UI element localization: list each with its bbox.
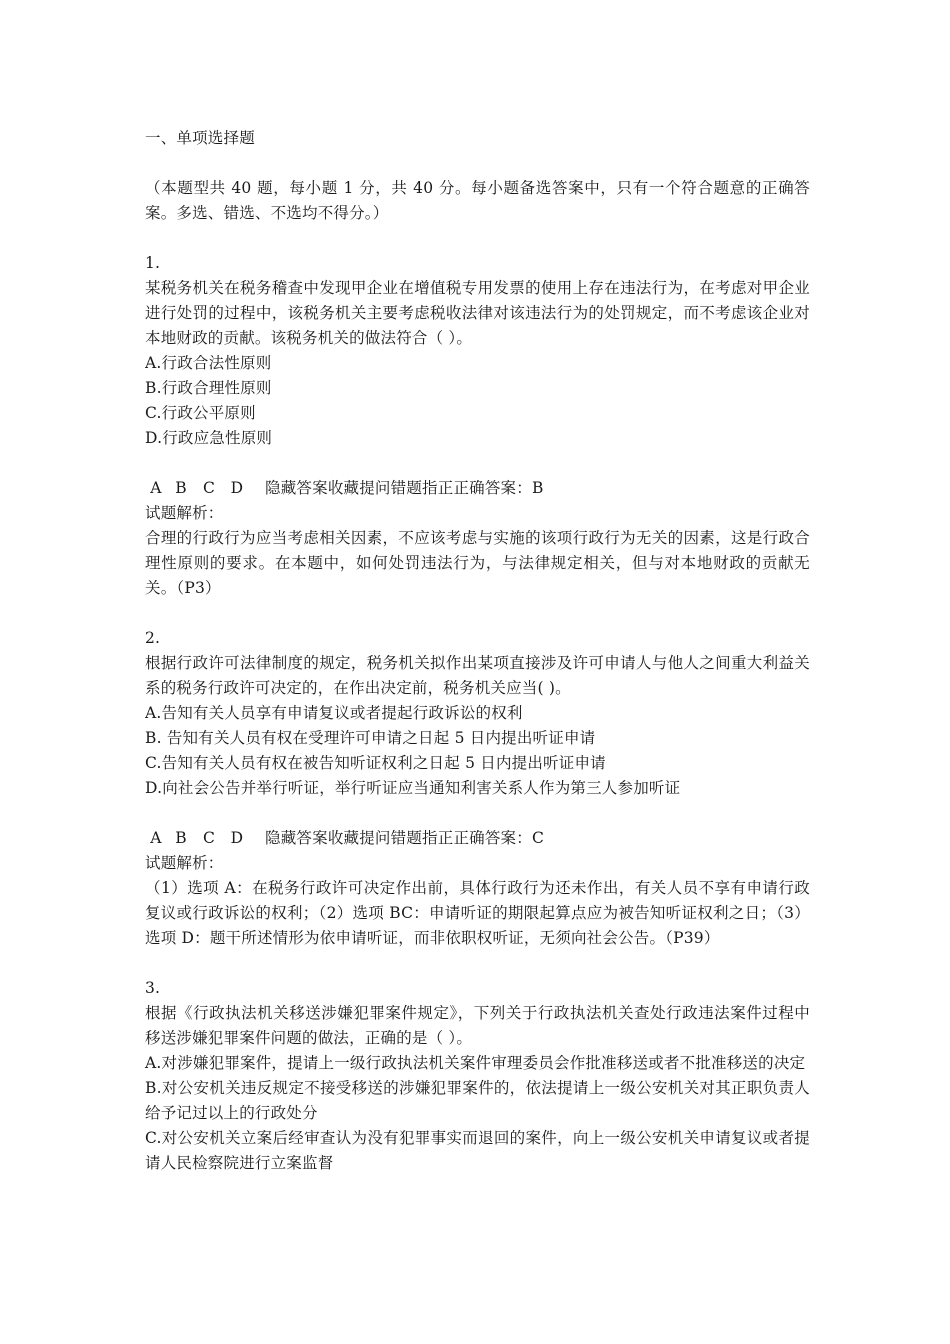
question-stem: 根据《行政执法机关移送涉嫌犯罪案件规定》，下列关于行政执法机关查处行政违法案件过程中移送涉嫌犯罪案件问题的做法，正确的是（ ）。 <box>145 1004 810 1047</box>
correct-answer-label: 正确答案： <box>453 829 532 847</box>
report-error-link[interactable]: 错题指正 <box>390 479 454 497</box>
correct-answer-value: C <box>531 829 545 847</box>
option-d: D.行政应急性原则 <box>145 429 273 447</box>
analysis-text: （1）选项 A：在税务行政许可决定作出前，具体行政行为还未作出，有关人员不享有申请行政复议或行政诉讼的权利；（2）选项 BC：申请听证的期限起算点应为被告知听证权利之日；（3）选项 D：题干所述情形为依申请听证，而非依职权听证，无须向社会公告。（P39） <box>145 879 810 947</box>
question-number: 3. <box>145 979 161 997</box>
question-1 <box>145 251 810 626</box>
document-page <box>145 126 810 1176</box>
option-a: A.对涉嫌犯罪案件，提请上一级行政执法机关案件审理委员会作批准移送或者不批准移送的决定 <box>145 1054 806 1072</box>
select-d-button[interactable]: D <box>230 479 244 497</box>
question-stem: 某税务机关在税务稽查中发现甲企业在增值税专用发票的使用上存在违法行为，在考虑对甲企业进行处罚的过程中，该税务机关主要考虑税收法律对该违法行为的处罚规定，而不考虑该企业对本地财政的贡献。该税务机关的做法符合（ ）。 <box>145 279 810 347</box>
question-2 <box>145 626 810 976</box>
answer-toolbar <box>145 826 810 851</box>
question-number: 1. <box>145 254 161 272</box>
hide-answer-link[interactable]: 隐藏答案 <box>265 479 328 497</box>
option-c: C.对公安机关立案后经审查认为没有犯罪事实而退回的案件，向上一级公安机关申请复议或者提请人民检察院进行立案监督 <box>145 1129 810 1172</box>
ask-link[interactable]: 提问 <box>359 479 391 497</box>
correct-answer-value: B <box>531 479 544 497</box>
option-d: D.向社会公告并举行听证，举行听证应当通知利害关系人作为第三人参加听证 <box>145 779 681 797</box>
section-title: 一、单项选择题 <box>145 129 255 147</box>
question-stem: 根据行政许可法律制度的规定，税务机关拟作出某项直接涉及许可申请人与他人之间重大利益关系的税务行政许可决定的，在作出决定前，税务机关应当( )。 <box>145 654 810 697</box>
favorite-link[interactable]: 收藏 <box>327 829 360 847</box>
option-a: A.行政合法性原则 <box>145 354 272 372</box>
select-c-button[interactable]: C <box>202 829 216 847</box>
analysis-label: 试题解析： <box>145 504 224 522</box>
report-error-link[interactable]: 错题指正 <box>390 829 454 847</box>
option-a: A.告知有关人员享有申请复议或者提起行政诉讼的权利 <box>145 704 523 722</box>
select-b-button[interactable]: B <box>175 479 187 497</box>
option-b: B. 告知有关人员有权在受理许可申请之日起 5 日内提出听证申请 <box>145 729 596 747</box>
option-c: C.行政公平原则 <box>145 404 256 422</box>
option-b: B.行政合理性原则 <box>145 379 272 397</box>
hide-answer-link[interactable]: 隐藏答案 <box>265 829 328 847</box>
instructions: （本题型共 40 题，每小题 1 分，共 40 分。每小题备选答案中，只有一个符合题意的正确答案。多选、错选、不选均不得分。） <box>145 179 810 222</box>
option-c: C.告知有关人员有权在被告知听证权利之日起 5 日内提出听证申请 <box>145 754 606 772</box>
correct-answer-label: 正确答案： <box>453 479 532 497</box>
select-d-button[interactable]: D <box>230 829 244 847</box>
option-b: B.对公安机关违反规定不接受移送的涉嫌犯罪案件的，依法提请上一级公安机关对其正职负责人给予记过以上的行政处分 <box>145 1079 810 1122</box>
analysis-text: 合理的行政行为应当考虑相关因素，不应该考虑与实施的该项行政行为无关的因素，这是行政合理性原则的要求。在本题中，如何处罚违法行为，与法律规定相关，但与对本地财政的贡献无关。（P3） <box>145 529 810 597</box>
select-c-button[interactable]: C <box>202 479 216 497</box>
analysis-label: 试题解析： <box>145 854 224 872</box>
ask-link[interactable]: 提问 <box>359 829 391 847</box>
select-a-button[interactable]: A <box>150 479 162 497</box>
question-number: 2. <box>145 629 161 647</box>
select-b-button[interactable]: B <box>175 829 187 847</box>
favorite-link[interactable]: 收藏 <box>327 479 360 497</box>
question-3 <box>145 976 810 1176</box>
select-a-button[interactable]: A <box>150 829 162 847</box>
answer-toolbar <box>145 476 810 501</box>
